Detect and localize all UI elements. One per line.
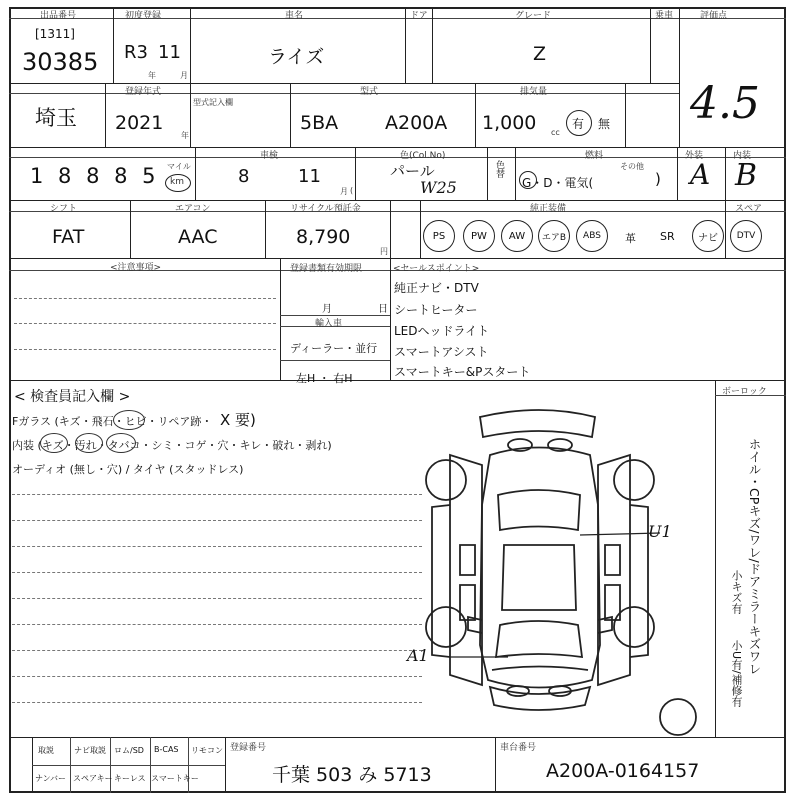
bottom-key-2: スペアキー — [73, 774, 113, 783]
header-interior: 内装 — [733, 151, 752, 161]
diagram-mark-right: U1 — [648, 522, 672, 541]
sales-point-1: 純正ナビ・DTV — [394, 281, 479, 295]
header-reg-year: 登録年式 — [125, 87, 162, 97]
first-reg-month: 11 — [158, 42, 181, 63]
turbo-yes: 有 — [572, 117, 585, 131]
legend-small-dent: 小U有/補修有 — [730, 640, 743, 707]
bottom-key-1: ナンバー — [35, 774, 67, 783]
inspector-line-2: 内装 (キズ・汚れ・タバコ・シミ・コゲ・穴・キレ・破れ・剥れ) — [12, 439, 332, 452]
inspector-line-1: Fガラス (キズ・飛石・ヒビ・リペア跡・ — [12, 415, 213, 428]
inspector-line-3: オーディオ (無し・穴) / タイヤ (スタッドレス) — [12, 463, 244, 476]
fuel-close-paren: ) — [655, 170, 661, 188]
import-dealer: ディーラー・並行 — [290, 342, 378, 355]
header-displacement: 排気量 — [520, 87, 548, 97]
equip-dtv: DTV — [730, 220, 762, 252]
circle-tobiishi — [113, 410, 145, 430]
inspection-unit: 月 — [340, 187, 348, 196]
legend-small-scratch: 小キズ有 — [730, 570, 743, 614]
inspector-title: < 検査員記入欄 > — [14, 389, 131, 405]
circle-tabako — [106, 433, 136, 453]
bottom-book-2: ナビ取説 — [74, 746, 106, 755]
month-unit: 月 — [180, 71, 188, 80]
header-import: 輸入車 — [315, 319, 343, 329]
inspector-line-1-mark: X 要) — [220, 411, 256, 429]
header-exterior: 外装 — [685, 151, 704, 161]
model-prefix-note: 型式記入欄 — [193, 98, 233, 107]
header-aircon: エアコン — [175, 204, 211, 214]
bottom-book-4: B-CAS — [154, 745, 179, 754]
header-reg-proof: 登録書類有効期限 — [290, 264, 363, 274]
header-sales-points: <セールスポイント> — [393, 264, 480, 274]
equip-sunroof: SR — [660, 230, 675, 243]
model-year-unit: 年 — [181, 131, 189, 140]
equip-abs: ABS — [576, 220, 608, 252]
equip-leather: 革 — [625, 232, 636, 245]
fuel-other-label: その他 — [620, 162, 644, 171]
model-code: A200A — [385, 112, 448, 134]
header-model: 型式 — [360, 87, 379, 97]
car-damage-diagram — [420, 395, 720, 740]
turbo-no: 無 — [598, 117, 611, 131]
aircon-value: AAC — [178, 226, 218, 248]
reg-proof-month: 月 — [322, 304, 332, 315]
first-reg-era: R3 — [124, 42, 148, 63]
reg-proof-day: 日 — [378, 304, 388, 315]
interior-grade: B — [735, 158, 758, 193]
model-year: 2021 — [115, 112, 164, 134]
prefecture-name: 埼玉 — [35, 106, 77, 130]
circle-yogore — [75, 433, 103, 453]
recycle-value: 8,790 — [296, 226, 351, 248]
header-score: 評価点 — [700, 11, 728, 21]
color-paren: ( — [350, 186, 354, 195]
mileage-unit-top: マイル — [167, 162, 191, 171]
header-spare: スペア — [735, 204, 763, 214]
displacement-value: 1,000 — [482, 112, 537, 134]
recycle-unit: 円 — [380, 247, 388, 256]
reg-number: 千葉 503 み 5713 — [272, 764, 432, 786]
color-code: W25 — [420, 178, 457, 197]
bottom-key-4: スマートキー — [151, 774, 199, 783]
header-shift: シフト — [50, 204, 78, 214]
header-recycle: リサイクル預託金 — [290, 204, 361, 214]
equip-pw: PW — [463, 220, 495, 252]
equip-aw: AW — [501, 220, 533, 252]
grade-value: Z — [533, 43, 547, 65]
year-unit: 年 — [148, 71, 156, 80]
header-grade: グレード — [515, 11, 552, 21]
equip-airbag: エアB — [538, 220, 570, 252]
header-color: 色(Col.No) — [400, 151, 446, 161]
inspection-day: 11 — [298, 166, 321, 187]
header-grade-chart: ボーロック — [722, 387, 767, 397]
circle-kizu — [40, 433, 68, 453]
header-genuine-options: 純正装備 — [530, 204, 567, 214]
color-change-label: 色替 — [494, 160, 504, 178]
sales-point-4: スマートアシスト — [394, 345, 489, 359]
displacement-unit: cc — [551, 128, 560, 137]
color-name: パール — [390, 162, 435, 180]
bottom-book-5: リモコン — [191, 746, 223, 755]
legend-main: ホイル・CPキズ/ワレ/ドアミラーキズワレ — [747, 438, 762, 676]
header-reg-number: 登録番号 — [230, 743, 267, 753]
header-notes: <注意事項> — [110, 263, 162, 273]
bottom-key-3: キーレス — [114, 774, 146, 783]
sales-point-5: スマートキー&Pスタート — [394, 365, 531, 379]
header-chassis-number: 車台番号 — [500, 743, 537, 753]
header-car-name: 車名 — [285, 11, 304, 21]
header-lot-no: 出品番号 — [40, 11, 77, 21]
equip-ps: PS — [423, 220, 455, 252]
header-fuel: 燃料 — [585, 151, 604, 161]
sales-point-3: LEDヘッドライト — [394, 324, 490, 338]
shift-value: FAT — [52, 226, 85, 248]
car-name: ライズ — [268, 46, 325, 68]
lot-number: 30385 — [22, 48, 99, 76]
fuel-options: G・D・電気( — [522, 176, 594, 190]
exterior-grade: A — [690, 158, 711, 191]
header-inspection: 車検 — [260, 151, 279, 161]
header-first-reg: 初度登録 — [125, 11, 162, 21]
score-value: 4.5 — [690, 78, 760, 129]
header-doors: ドア — [410, 11, 428, 21]
mileage-digits: 1 8 8 8 5 — [30, 164, 160, 188]
diagram-mark-left: A1 — [407, 646, 429, 665]
fuel-gas-circle — [519, 171, 537, 189]
mileage-unit-km: km — [170, 177, 184, 187]
lot-bracket: [1311] — [35, 27, 75, 41]
header-seats: 乗車 — [655, 11, 674, 21]
sales-point-2: シートヒーター — [394, 303, 478, 317]
model-prefix: 5BA — [300, 112, 339, 134]
bottom-book-3: ロム/SD — [114, 746, 144, 755]
bottom-book-1: 取説 — [38, 746, 54, 755]
import-steer: 左H ・ 右H — [296, 372, 353, 385]
equip-navi: ナビ — [692, 220, 724, 252]
inspection-month: 8 — [238, 166, 250, 187]
chassis-number: A200A-0164157 — [546, 760, 700, 782]
